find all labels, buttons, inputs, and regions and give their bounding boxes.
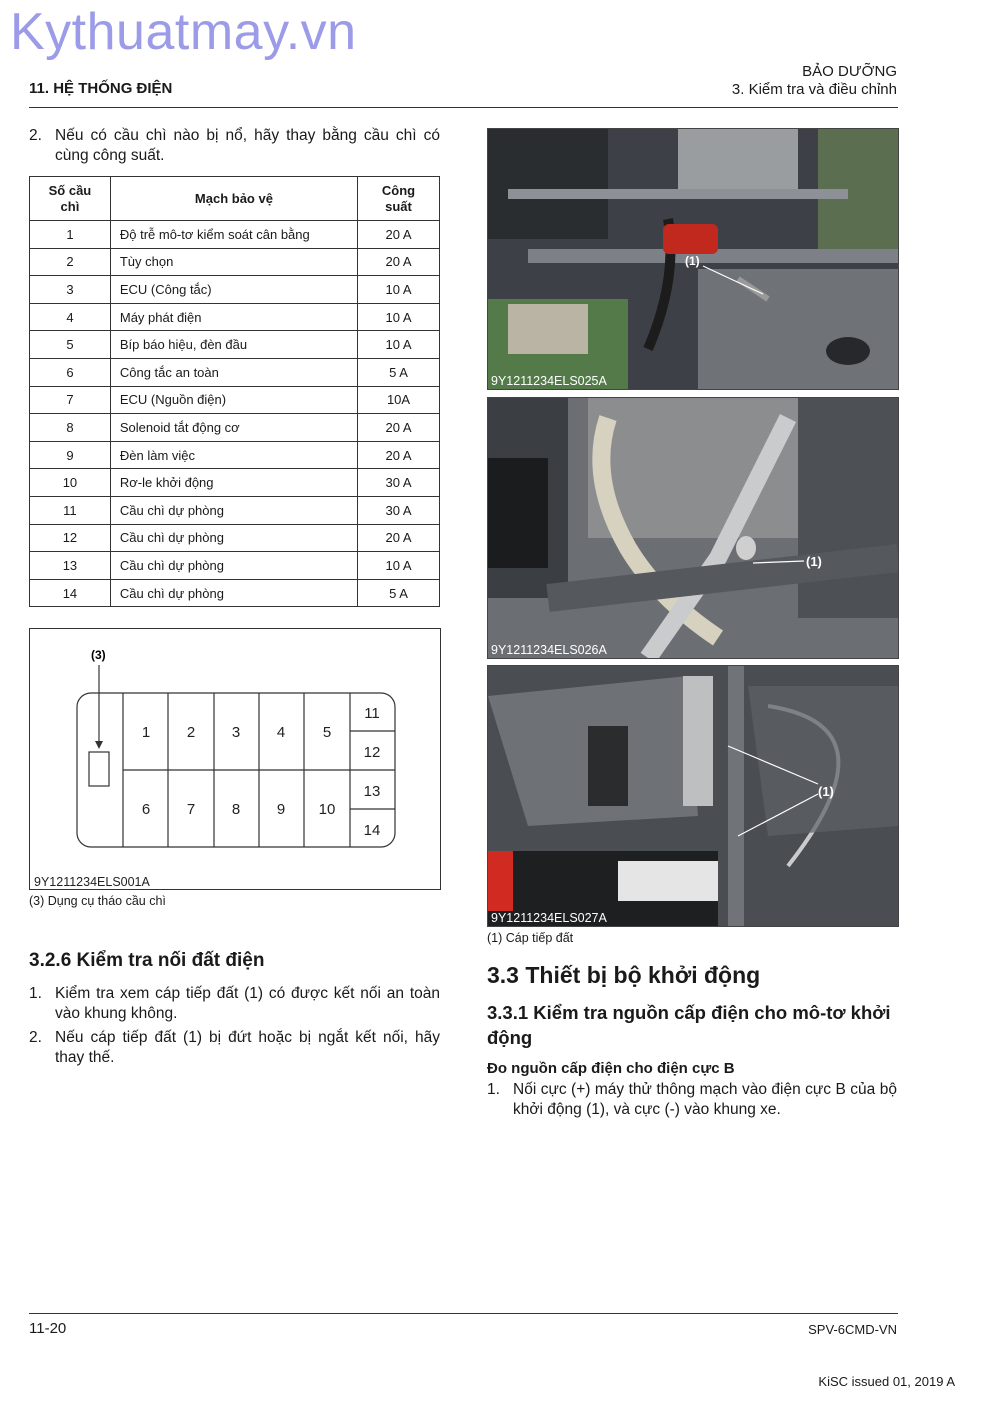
- step-number: 2.: [29, 1029, 42, 1046]
- watermark: Kythuatmay.vn: [10, 3, 357, 61]
- slot-label: 8: [231, 801, 241, 818]
- header-fuse-number: Số cầu chì: [30, 177, 111, 221]
- capacity-cell: 20 A: [358, 221, 440, 249]
- fuse-box-drawing: [30, 629, 440, 889]
- circuit-cell: Bíp báo hiệu, đèn đầu: [110, 331, 357, 359]
- table-row: [30, 303, 440, 331]
- step-number: 2.: [29, 127, 42, 144]
- table-row: [30, 248, 440, 276]
- slot-label: 4: [276, 724, 286, 741]
- table-row: [30, 386, 440, 414]
- fuse-number-cell: 5: [30, 331, 111, 359]
- fuse-box-diagram: [29, 628, 441, 890]
- diagram-code: 9Y1211234ELS001A: [34, 875, 150, 889]
- photo-ground-cable-2: [487, 397, 899, 659]
- fuse-number-cell: 13: [30, 552, 111, 580]
- table-row: [30, 358, 440, 386]
- fuse-number-cell: 14: [30, 579, 111, 607]
- slot-label: 12: [363, 744, 381, 761]
- capacity-cell: 10 A: [358, 552, 440, 580]
- fuse-number-cell: 4: [30, 303, 111, 331]
- slot-label: 7: [186, 801, 196, 818]
- photo-ground-cable-1: [487, 128, 899, 390]
- capacity-cell: 20 A: [358, 248, 440, 276]
- fuse-number-cell: 12: [30, 524, 111, 552]
- diagram-caption: (3) Dụng cụ tháo cầu chì: [29, 894, 166, 908]
- slot-label: 1: [141, 724, 151, 741]
- capacity-cell: 5 A: [358, 358, 440, 386]
- circuit-cell: Tùy chọn: [110, 248, 357, 276]
- section-33-title: 3.3 Thiết bị bộ khởi động: [487, 962, 761, 988]
- fuse-table: [29, 176, 440, 607]
- chapter-title: 11. HỆ THỐNG ĐIỆN: [29, 80, 173, 97]
- table-row: [30, 441, 440, 469]
- table-row: [30, 221, 440, 249]
- fuse-number-cell: 11: [30, 496, 111, 524]
- step-text: Nối cực (+) máy thử thông mạch vào điện cực B của bộ khởi động (1), và cực (-) vào khung xe.: [513, 1081, 897, 1118]
- table-header-row: [30, 177, 440, 221]
- issue-note: KiSC issued 01, 2019 A: [818, 1374, 955, 1389]
- circuit-cell: Đèn làm việc: [110, 441, 357, 469]
- photo-caption: (1) Cáp tiếp đất: [487, 931, 574, 945]
- capacity-cell: 20 A: [358, 441, 440, 469]
- step-2: [29, 126, 440, 166]
- capacity-cell: 10 A: [358, 276, 440, 304]
- capacity-cell: 10 A: [358, 331, 440, 359]
- callout-arrow: [95, 741, 103, 749]
- photo-code: 9Y1211234ELS025A: [491, 374, 607, 388]
- table-row: [30, 524, 440, 552]
- fuse-number-cell: 1: [30, 221, 111, 249]
- step-number: 1.: [29, 985, 42, 1002]
- photo-callout: (1): [818, 784, 834, 799]
- header-circuit: Mạch bảo vệ: [110, 177, 357, 221]
- slot-label: 2: [186, 724, 196, 741]
- slot-label: 13: [363, 783, 381, 800]
- step-text: Nếu có cầu chì nào bị nổ, hãy thay bằng cầu chì có cùng công suất.: [55, 127, 440, 164]
- slot-label: 5: [322, 724, 332, 741]
- page-number: 11-20: [29, 1320, 67, 1337]
- measure-label: Đo nguồn cấp điện cho điện cực B: [487, 1060, 735, 1077]
- table-row: [30, 276, 440, 304]
- fuse-number-cell: 8: [30, 414, 111, 442]
- slot-label: 14: [363, 822, 381, 839]
- step-text: Kiểm tra xem cáp tiếp đất (1) có được kết nối an toàn vào khung không.: [55, 985, 440, 1022]
- measure-step-1: [487, 1080, 897, 1120]
- capacity-cell: 5 A: [358, 579, 440, 607]
- check-step-1: [29, 984, 440, 1024]
- photo-callout: (1): [685, 254, 700, 268]
- step-number: 1.: [487, 1081, 500, 1098]
- step-text: Nếu cáp tiếp đất (1) bị đứt hoặc bị ngắt kết nối, hãy thay thế.: [55, 1029, 440, 1066]
- photo-ground-cable-3: [487, 665, 899, 927]
- circuit-cell: ECU (Nguồn điện): [110, 386, 357, 414]
- table-row: [30, 469, 440, 497]
- circuit-cell: Solenoid tắt động cơ: [110, 414, 357, 442]
- table-row: [30, 414, 440, 442]
- fuse-number-cell: 7: [30, 386, 111, 414]
- photo-callout: (1): [806, 554, 822, 569]
- fuse-number-cell: 10: [30, 469, 111, 497]
- capacity-cell: 10A: [358, 386, 440, 414]
- fuse-number-cell: 2: [30, 248, 111, 276]
- callout-3: (3): [91, 648, 106, 662]
- section-header-bottom: 3. Kiểm tra và điều chỉnh: [731, 81, 897, 98]
- section-header: [732, 63, 897, 99]
- table-row: [30, 579, 440, 607]
- circuit-cell: Rơ-le khởi động: [110, 469, 357, 497]
- header-capacity: Công suất: [358, 177, 440, 221]
- slot-label: 6: [141, 801, 151, 818]
- circuit-cell: Cầu chì dự phòng: [110, 579, 357, 607]
- capacity-cell: 30 A: [358, 496, 440, 524]
- circuit-cell: Cầu chì dự phòng: [110, 524, 357, 552]
- capacity-cell: 20 A: [358, 524, 440, 552]
- footer-rule: [29, 1313, 898, 1314]
- fuse-number-cell: 3: [30, 276, 111, 304]
- fuse-number-cell: 6: [30, 358, 111, 386]
- circuit-cell: Công tắc an toàn: [110, 358, 357, 386]
- capacity-cell: 10 A: [358, 303, 440, 331]
- capacity-cell: 20 A: [358, 414, 440, 442]
- slot-label: 11: [364, 705, 380, 722]
- circuit-cell: ECU (Công tắc): [110, 276, 357, 304]
- fuse-puller-tool: [89, 752, 109, 786]
- section-header-top: BẢO DƯỠNG: [802, 63, 897, 80]
- circuit-cell: Máy phát điện: [110, 303, 357, 331]
- photo-code: 9Y1211234ELS026A: [491, 643, 607, 657]
- section-331-title: 3.3.1 Kiểm tra nguồn cấp điện cho mô-tơ khởi động: [487, 1002, 891, 1048]
- fuse-number-cell: 9: [30, 441, 111, 469]
- slot-label: 9: [276, 801, 286, 818]
- check-step-2: [29, 1028, 440, 1068]
- circuit-cell: Độ trễ mô-tơ kiểm soát cân bằng: [110, 221, 357, 249]
- slot-label: 10: [318, 801, 336, 818]
- circuit-cell: Cầu chì dự phòng: [110, 552, 357, 580]
- capacity-cell: 30 A: [358, 469, 440, 497]
- table-row: [30, 552, 440, 580]
- photo-code: 9Y1211234ELS027A: [491, 911, 607, 925]
- slot-label: 3: [231, 724, 241, 741]
- circuit-cell: Cầu chì dự phòng: [110, 496, 357, 524]
- table-row: [30, 496, 440, 524]
- section-326-title: 3.2.6 Kiểm tra nối đất điện: [29, 950, 265, 971]
- document-code: SPV-6CMD-VN: [808, 1322, 897, 1337]
- table-row: [30, 331, 440, 359]
- header-rule: [29, 107, 898, 108]
